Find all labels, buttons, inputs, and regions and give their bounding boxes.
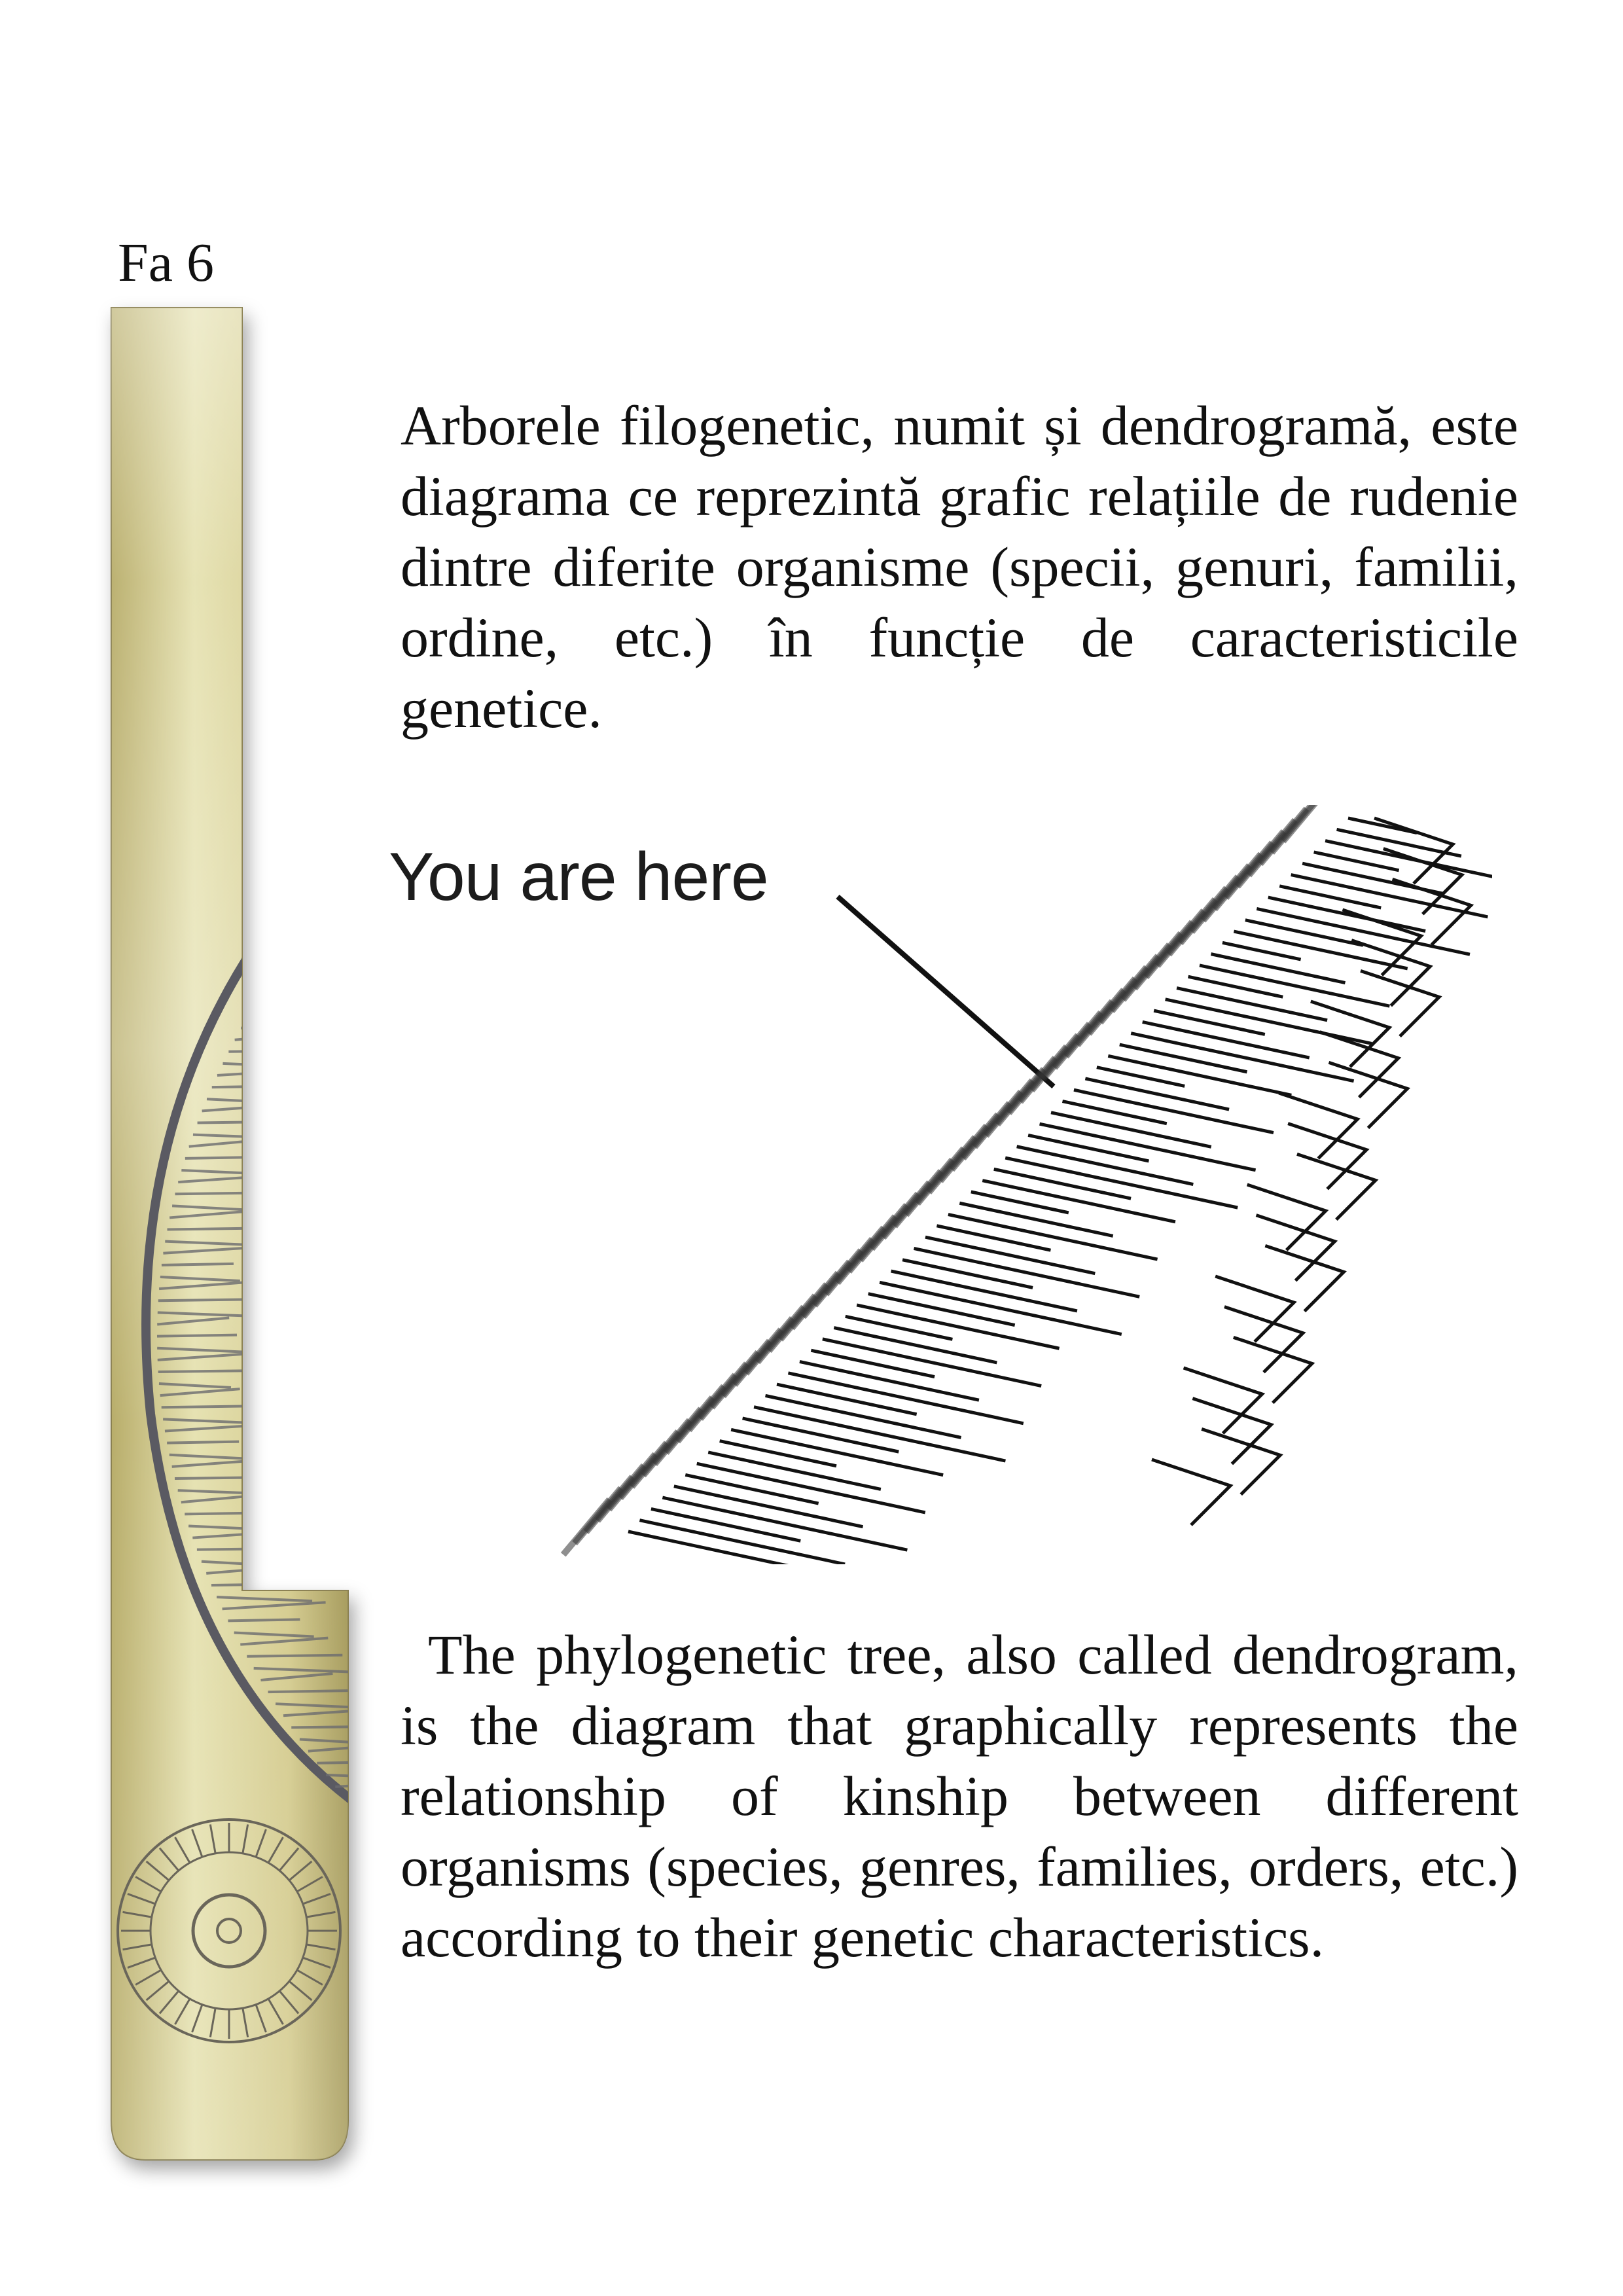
tree-branch (1166, 999, 1372, 1044)
tree-branch (1028, 1135, 1149, 1161)
tree-branch (914, 1248, 1140, 1297)
tree-branch (948, 1215, 1158, 1260)
tree-clade (1265, 1246, 1344, 1311)
tree-branch (1085, 1079, 1229, 1109)
tree-branch (1177, 988, 1327, 1020)
you-are-here-callout: You are here (389, 839, 768, 915)
tree-branch (1268, 897, 1425, 931)
phylogenetic-tree-figure (380, 805, 1492, 1564)
tree-clade (1234, 1337, 1312, 1403)
tree-branch (1051, 1113, 1211, 1147)
tree-branch (720, 1441, 836, 1466)
tree-branch (994, 1169, 1131, 1198)
tree-branch (1154, 1011, 1265, 1034)
page-id-label: Fa 6 (118, 232, 214, 293)
tree-branch (1337, 829, 1461, 856)
tree-clade (1329, 1062, 1407, 1128)
tree-branch (731, 1429, 943, 1475)
romanian-description-paragraph: Arborele filogenetic, numit și dendrogramă, este diagrama ce reprezintă grafic relațiile de rudenie dintre diferite organisme (specii, genuri, familii, ordine, etc.) în funcție de caracteristicile genetice. (401, 394, 1518, 740)
tree-branch (697, 1463, 925, 1513)
tree-branch (880, 1282, 1122, 1334)
tree-branch (902, 1260, 1033, 1288)
tree-branch (651, 1509, 800, 1541)
tree-branch (743, 1418, 899, 1452)
tree-branch (788, 1373, 1023, 1424)
tree-branch (1245, 920, 1363, 946)
tree-branch (777, 1384, 917, 1414)
english-description-paragraph: The phylogenetic tree, also called dendrogram, is the diagram that graphically represents the relationship of kinship between different organisms (species, genres, families, orders, etc.) according to their genetic characteristics. (401, 1623, 1518, 1969)
bookmark-image (98, 301, 373, 2173)
tree-branch (1005, 1158, 1238, 1208)
tree-branch (1062, 1102, 1166, 1124)
tree-branch (1120, 1045, 1247, 1072)
tree-clade (1297, 1154, 1376, 1219)
tree-branch (811, 1350, 935, 1376)
tree-branch (868, 1294, 1015, 1325)
species-label-mark (561, 1498, 612, 1557)
tree-branch (754, 1407, 1005, 1461)
tree-branch (846, 1316, 953, 1339)
tree-branch (662, 1498, 907, 1550)
tree-branch (685, 1475, 818, 1503)
tree-branch (959, 1203, 1113, 1236)
tree-clade (1152, 1460, 1230, 1525)
tree-branch (1222, 942, 1301, 960)
tree-clade (1202, 1429, 1280, 1494)
tree-branch (1131, 1033, 1353, 1081)
callout-pointer-line (838, 897, 1054, 1086)
tree-branch (823, 1339, 1041, 1386)
tree-branch (1040, 1124, 1256, 1170)
tree-branch (936, 1226, 1050, 1250)
tree-branch (1211, 954, 1345, 983)
